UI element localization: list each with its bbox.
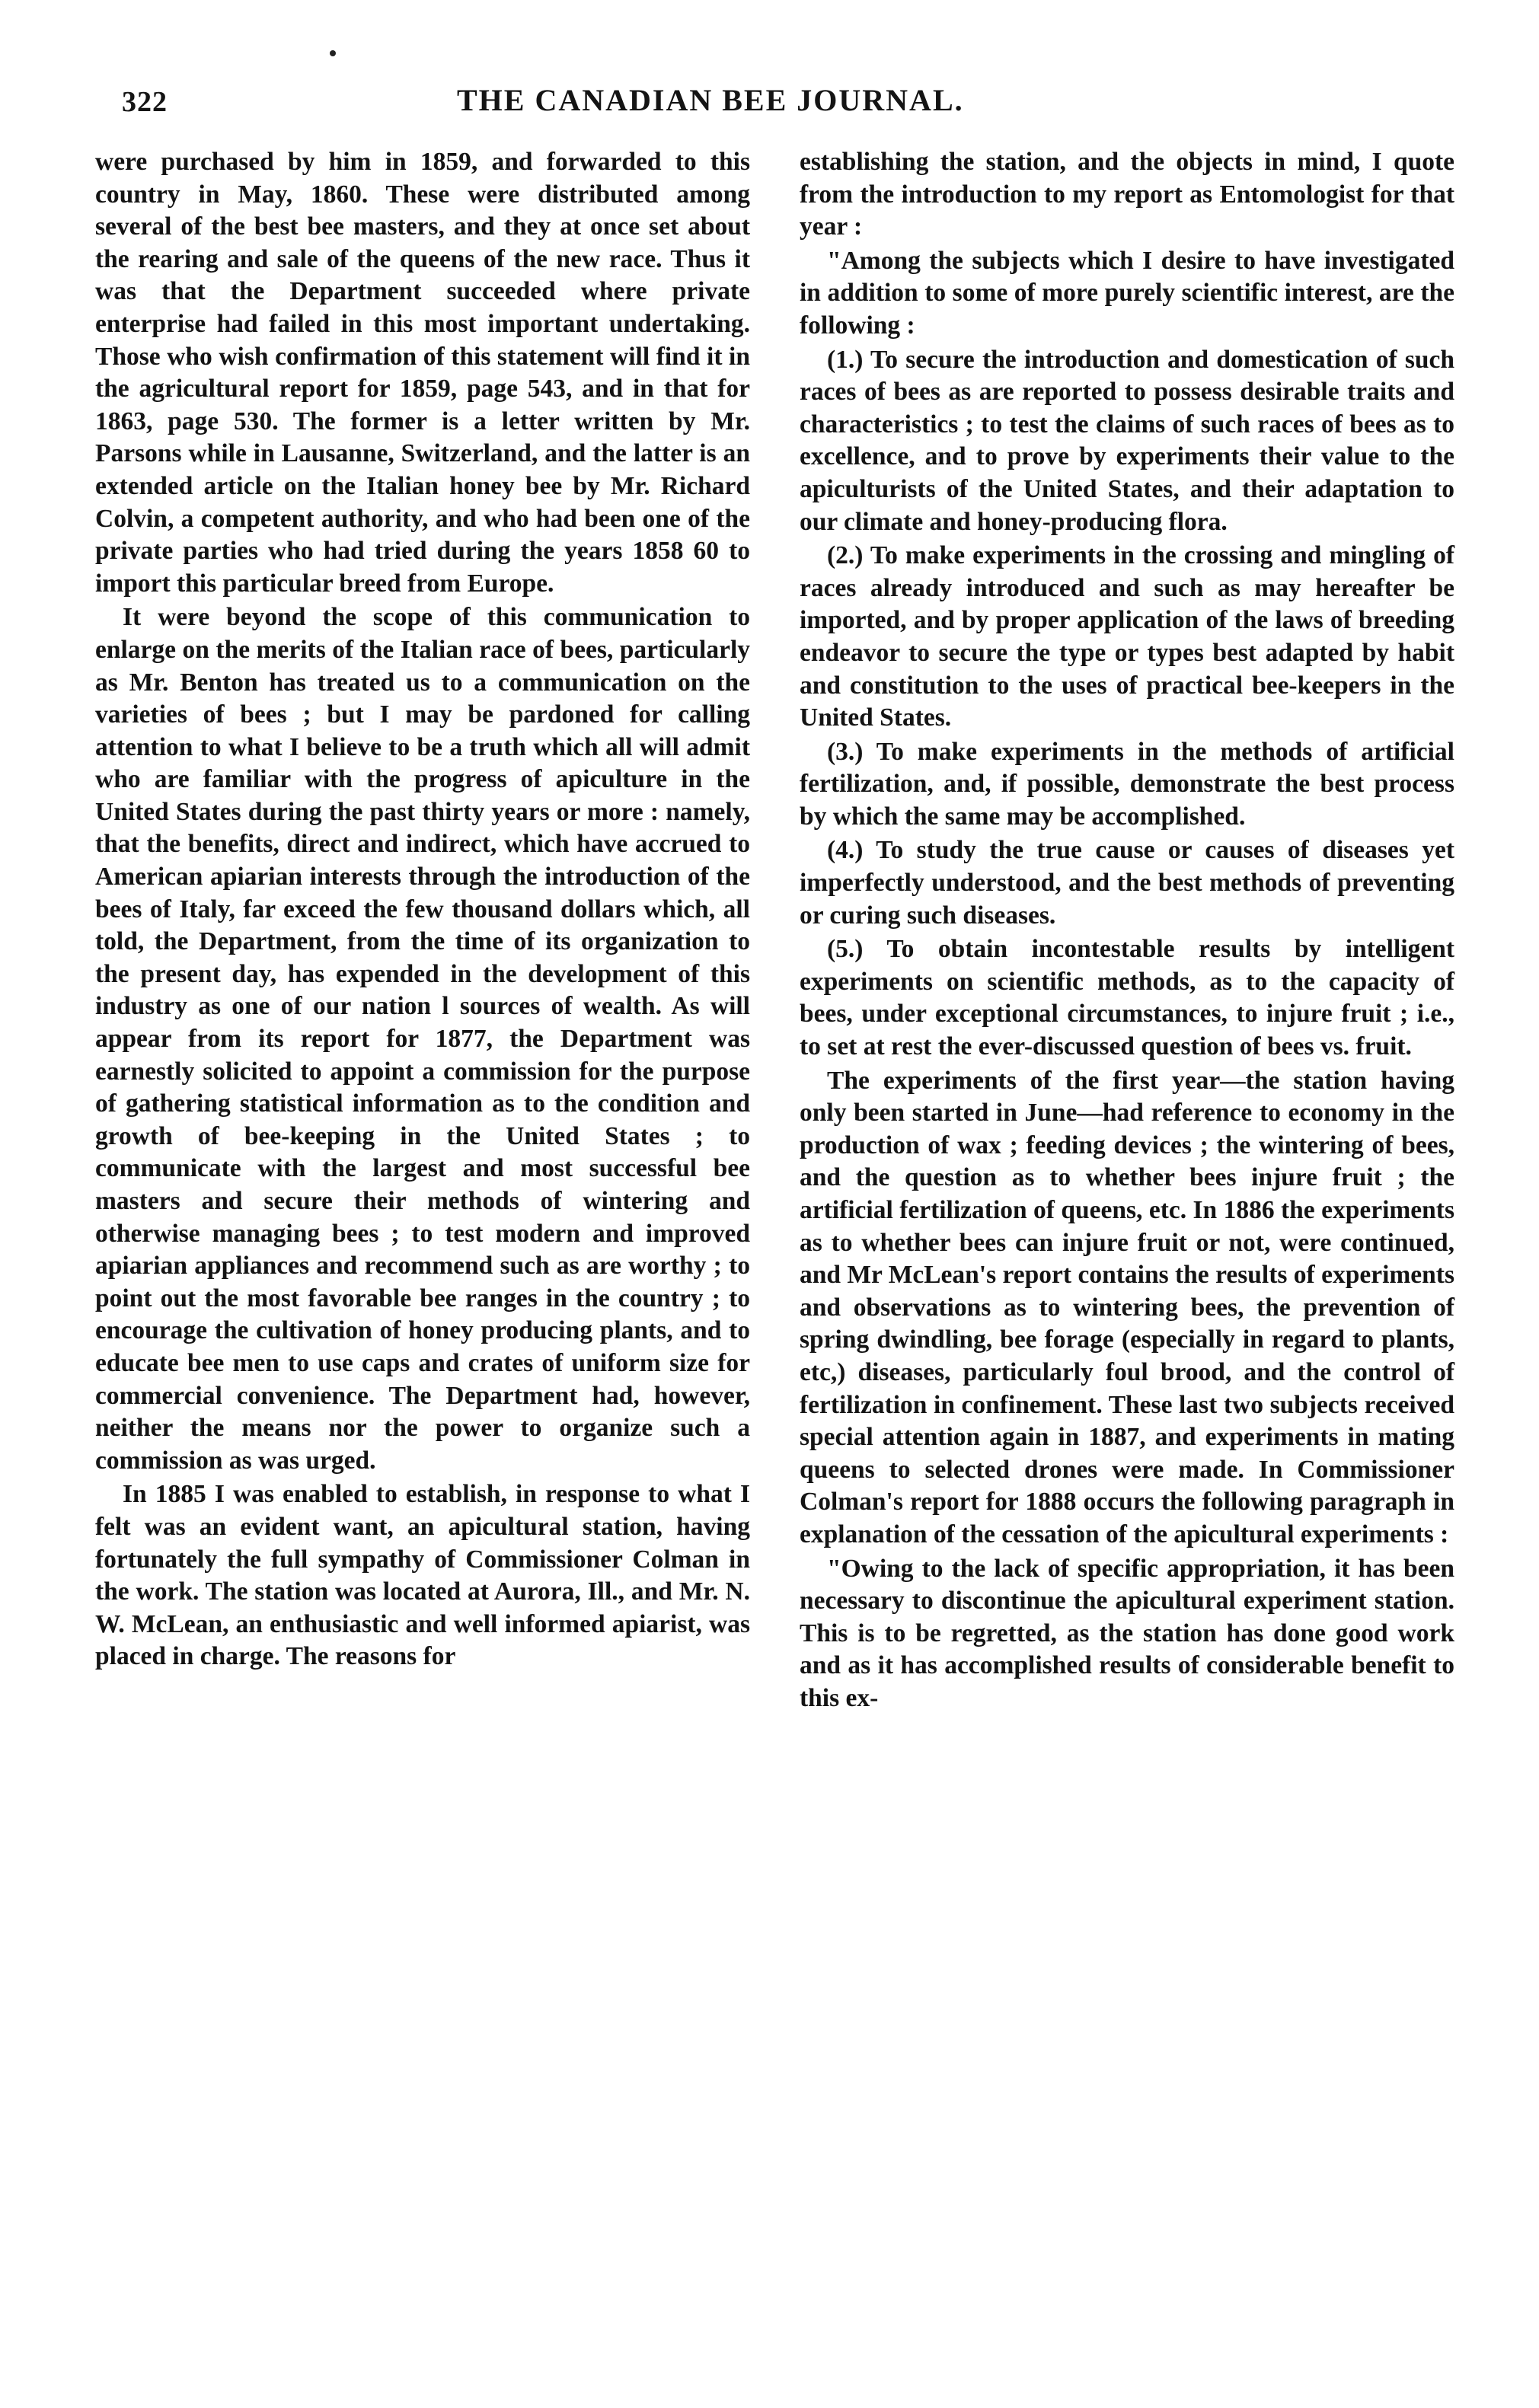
right-column xyxy=(800,146,1454,1715)
quote-paragraph: "Among the subjects which I desire to have investigated in addition to some of more purely scientific interest, are the following : xyxy=(800,246,1454,340)
paragraph: In 1885 I was enabled to establish, in response to what I felt was an evident want, an apicultural station, having fortunately the full sympathy of Commissioner Colman in the work. The station was located at Aurora, Ill., and Mr. N. W. McLean, an enthusiastic and well informed apiarist, was placed in charge. The reasons for xyxy=(95,1480,750,1671)
journal-title: THE CANADIAN BEE JOURNAL. xyxy=(457,83,964,117)
page-number: 322 xyxy=(122,86,168,118)
list-item: (3.) To make experiments in the methods of artificial fertilization, and, if possible, demonstrate the best process by which the same may be accomplished. xyxy=(800,737,1454,831)
left-column xyxy=(95,146,750,1673)
quote-paragraph: "Owing to the lack of specific appropriation, it has been necessary to discontinue the apicultural experiment station. This is to be regretted, as the station has done good work and as it has accomplished results of considerable benefit to this ex- xyxy=(800,1554,1454,1712)
list-item: (2.) To make experiments in the crossing and mingling of races already introduced and such as may hereafter be imported, and by proper application of the laws of breeding endeavor to secure the type or types best adapted by habit and constitution to the uses of practical bee-keepers in the United States. xyxy=(800,541,1454,732)
paragraph: were purchased by him in 1859, and forwarded to this country in May, 1860. These were distributed among several of the best bee masters, and they at once set about the rearing and sale of the queens of the new race. Thus it was that the Department succeeded where private enterprise had failed in this most important undertaking. Those who wish confirmation of this statement will find it in the agricultural report for 1859, page 543, and in that for 1863, page 530. The former is a letter written by Mr. Parsons while in Lausanne, Switzerland, and the latter is an extended article on the Italian honey bee by Mr. Richard Colvin, a competent authority, and who had been one of the private parties who had tried during the years 1858 60 to import this particular breed from Europe. xyxy=(95,148,750,598)
list-item: (5.) To obtain incontestable results by intelligent experiments on scientific methods, as to the capacity of bees, under exceptional circumstances, to injure fruit ; i.e., to set at rest the ever-discussed question of bees vs. fruit. xyxy=(800,935,1454,1061)
paragraph: It were beyond the scope of this communication to enlarge on the merits of the Italian race of bees, particularly as Mr. Benton has treated us to a communication on the varieties of bees ; but I may be pardoned for calling attention to what I believe to be a truth which all will admit who are familiar with the progress of apiculture in the United States during the past thirty years or more : namely, that the benefits, direct and indirect, which have accrued to American apiarian interests through the introduction of the bees of Italy, far exceed the few thousand dollars which, all told, the Department, from the time of its organization to the present day, has expended in the development of this industry as one of our nation l sources of wealth. As will appear from its report for 1877, the Department was earnestly solicited to appoint a commission for the purpose of gathering statistical information as to the condition and growth of bee-keeping in the United States ; to communicate with the largest and most successful bee masters and secure their methods of wintering and otherwise managing bees ; to test modern and improved apiarian appliances and recommend such as are worthy ; to point out the most favorable bee ranges in the country ; to encourage the cultivation of honey producing plants, and to educate bee men to use caps and crates of uniform size for commercial convenience. The Department had, however, neither the means nor the power to organize such a commission as was urged. xyxy=(95,603,750,1475)
list-item: (1.) To secure the introduction and domestication of such races of bees as are reported to possess desirable traits and characteristics ; to test the claims of such races of bees as to excellence, and to prove by experiments their value to the apiculturists of the United States, and their adaptation to our climate and honey-producing flora. xyxy=(800,345,1454,536)
paragraph: The experiments of the first year—the station having only been started in June—had reference to economy in the production of wax ; feeding devices ; the wintering of bees, and the question as to whether bees injure fruit ; the artificial fertilization of queens, etc. In 1886 the experiments as to whether bees can injure fruit or not, were continued, and Mr McLean's report contains the results of experiments and observations as to wintering bees, the prevention of spring dwindling, bee forage (especially in regard to plants, etc,) diseases, particularly foul brood, and the control of fertilization in confinement. These last two subjects received special attention again in 1887, and experiments in mating queens to selected drones were made. In Commissioner Colman's report for 1888 occurs the following paragraph in explanation of the cessation of the apicultural experiments : xyxy=(800,1066,1454,1548)
list-item: (4.) To study the true cause or causes of diseases yet imperfectly understood, and the best methods of preventing or curing such diseases. xyxy=(800,836,1454,930)
paragraph: establishing the station, and the objects in mind, I quote from the introduction to my report as Entomologist for that year : xyxy=(800,148,1454,241)
scan-speck xyxy=(330,50,336,56)
